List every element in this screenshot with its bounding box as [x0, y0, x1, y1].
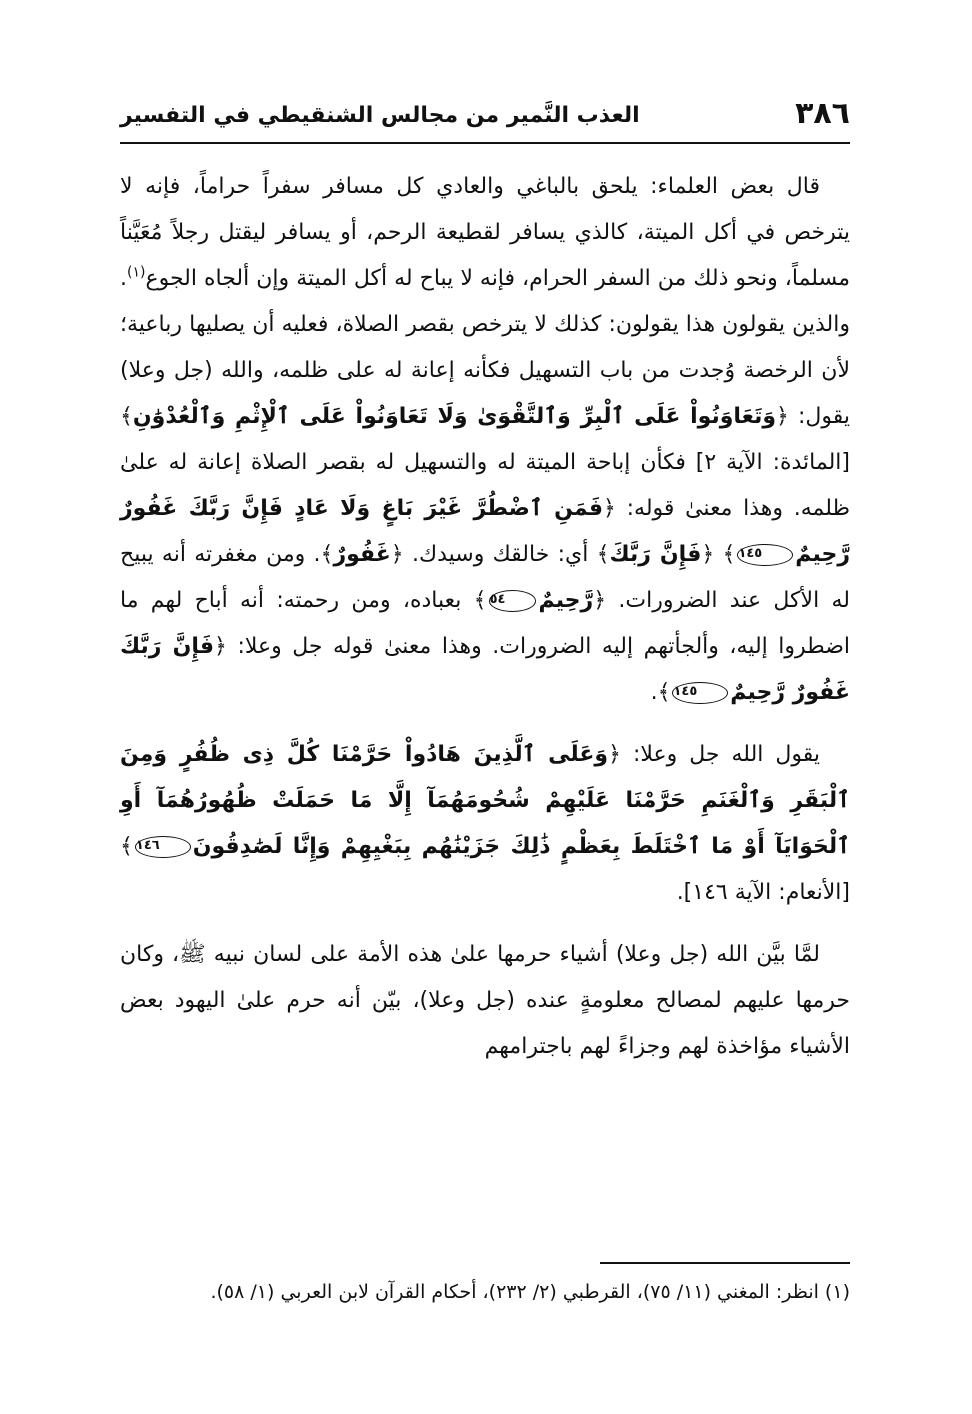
- running-title: العذب النَّمير من مجالس الشنقيطي في التفسير: [120, 103, 640, 128]
- ayah-number-marker: ٥٤: [489, 590, 537, 612]
- quran-verse: فَإِنَّ رَبَّكَ غَفُورٌ رَّحِيمٌ: [120, 634, 850, 705]
- ornate-bracket-open: ﴿: [776, 404, 789, 429]
- text-segment: [المائدة: الآية ٢] فكأن إباحة الميتة له والتسهيل له بقصر الصلاة إعانة له علىٰ ظلمه. وهذا معنىٰ قوله:: [120, 450, 851, 521]
- ornate-bracket-open: ﴿: [603, 496, 616, 521]
- footnote-1: (١) انظر: المغني (١١/ ٧٥)، القرطبي (٢/ ٢٣٢)، أحكام القرآن لابن العربي (١/ ٥٨).: [210, 1281, 850, 1303]
- paragraph-3: [120, 932, 850, 1070]
- text-segment: [الأنعام: الآية ١٤٦].: [676, 880, 850, 905]
- text-segment: . ومن مغفرته أنه يبيح له الأكل عند الضرورات.: [120, 542, 850, 613]
- ornate-bracket-close: ﴾: [657, 680, 671, 705]
- ornate-bracket-open: ﴿: [214, 634, 227, 659]
- page-number: ٣٨٦: [795, 96, 850, 131]
- ornate-bracket-close: ﴾: [320, 542, 334, 567]
- ornate-bracket-close: ﴾: [722, 542, 736, 567]
- quran-verse: رَّحِيمٌ: [538, 588, 594, 613]
- ornate-bracket-open: ﴿: [701, 542, 715, 567]
- text-segment: بعباده، ومن رحمته: أنه أباح لهم ما اضطروا إليه، وألجأتهم إليه الضرورات. وهذا معنىٰ قوله جل وعلا:: [120, 588, 851, 659]
- quran-verse: فَإِنَّ رَبَّكَ: [609, 542, 702, 567]
- ornate-bracket-close: ﴾: [473, 588, 487, 613]
- quran-verse: فَمَنِ ٱضْطُرَّ غَيْرَ بَاغٍ وَلَا عَادٍ فَإِنَّ رَبَّكَ غَفُورٌ رَّحِيمٌ: [120, 496, 851, 567]
- quran-verse: غَفُورٌ: [333, 542, 391, 567]
- text-segment: قال بعض العلماء: يلحق بالباغي والعادي كل مسافر سفراً حراماً، فإنه لا يترخص في أكل الميتة، كالذي يسافر لقطيعة الرحم، أو يسافر ليقتل رجلاً مُعَيَّناً مسلماً، ونحو ذلك من السفر الحرام، فإنه لا يباح له أكل الميتة وإن ألجاه الجوع: [120, 174, 850, 291]
- ornate-bracket-close: ﴾: [120, 834, 133, 859]
- ayah-number-marker: ١٤٦: [135, 836, 191, 858]
- ornate-bracket-open: ﴿: [390, 542, 404, 567]
- book-page: [120, 0, 850, 1414]
- footnotes: [120, 1274, 850, 1310]
- paragraph-2: [120, 732, 850, 916]
- page-header: [120, 92, 850, 132]
- ornate-bracket-close: ﴾: [596, 542, 610, 567]
- ornate-bracket-open: ﴿: [608, 742, 621, 767]
- main-text: [120, 164, 850, 1086]
- footnote-reference: (١): [127, 264, 146, 281]
- text-segment: . والذين يقولون هذا يقولون: كذلك لا يترخص بقصر الصلاة، فعليه أن يصليها رباعية؛ لأن الرخصة وُجدت من باب التسهيل فكأنه إعانة له على ظلمه، والله (جل وعلا) يقول:: [120, 266, 850, 429]
- text-segment: .: [650, 680, 658, 705]
- quran-verse: وَعَلَى ٱلَّذِينَ هَادُواْ حَرَّمْنَا كُلَّ ذِى ظُفُرٍ وَمِنَ ٱلْبَقَرِ وَٱلْغَنَمِ حَرَّمْنَا عَلَيْهِمْ شُحُومَهُمَآ إِلَّا مَا حَمَلَتْ ظُهُورُهُمَآ أَوِ ٱلْحَوَايَآ أَوْ مَا ٱخْتَلَطَ بِعَظْمٍ ذَٰلِكَ جَزَيْنَٰهُم بِبَغْيِهِمْ وَإِنَّا لَصَٰدِقُونَ: [120, 742, 850, 859]
- text-segment: يقول الله جل وعلا:: [620, 742, 820, 767]
- ayah-number-marker: ١٤٥: [672, 682, 728, 704]
- ornate-bracket-open: ﴿: [593, 588, 607, 613]
- quran-verse: وَتَعَاوَنُواْ عَلَى ٱلْبِرِّ وَٱلتَّقْوَىٰ وَلَا تَعَاوَنُواْ عَلَى ٱلْإِثْمِ وَٱلْعُدْوَٰنِ: [132, 404, 777, 429]
- footnote-separator: [600, 1262, 850, 1264]
- ornate-bracket-close: ﴾: [120, 404, 133, 429]
- paragraph-1: [120, 164, 850, 716]
- ayah-number-marker: ١٤٥: [737, 544, 793, 566]
- header-rule: [120, 142, 850, 144]
- text-segment: أي: خالقك وسيدك.: [403, 542, 597, 567]
- text-segment: لمَّا بيَّن الله (جل وعلا) أشياء حرمها علىٰ هذه الأمة على لسان نبيه ﷺ، وكان حرمها عليهم لمصالح معلومةٍ عنده (جل وعلا)، بيّن أنه حرم علىٰ اليهود بعض الأشياء مؤاخذة لهم وجزاءً لهم باجترامهم: [120, 942, 850, 1059]
